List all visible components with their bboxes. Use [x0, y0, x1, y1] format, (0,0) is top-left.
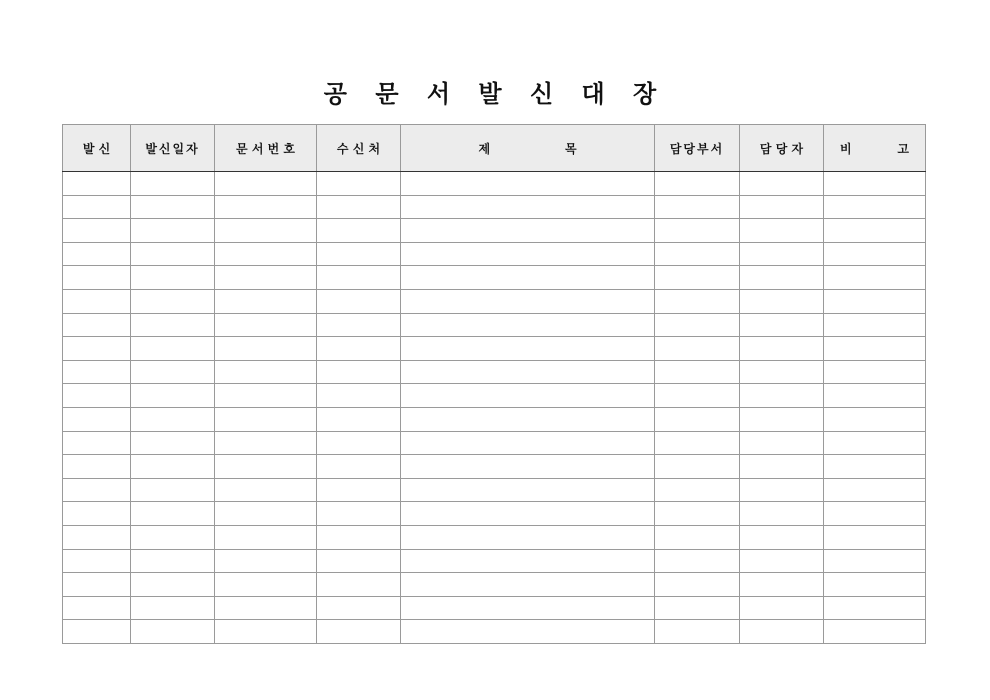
cell-officer[interactable] [740, 195, 824, 219]
cell-sender[interactable] [63, 431, 131, 455]
cell-officer[interactable] [740, 502, 824, 526]
cell-subject[interactable] [401, 266, 655, 290]
cell-send-date[interactable] [131, 525, 215, 549]
cell-remarks[interactable] [824, 313, 926, 337]
cell-document-number[interactable] [215, 573, 317, 597]
cell-recipient[interactable] [317, 596, 401, 620]
header-document-number: 문 서 번 호 [215, 125, 317, 172]
cell-department[interactable] [655, 289, 740, 313]
cell-officer[interactable] [740, 242, 824, 266]
cell-subject[interactable] [401, 289, 655, 313]
cell-send-date[interactable] [131, 573, 215, 597]
cell-recipient[interactable] [317, 455, 401, 479]
table-row [63, 620, 926, 644]
cell-sender[interactable] [63, 360, 131, 384]
cell-department[interactable] [655, 337, 740, 361]
table-row [63, 384, 926, 408]
cell-department[interactable] [655, 242, 740, 266]
cell-send-date[interactable] [131, 455, 215, 479]
cell-subject[interactable] [401, 455, 655, 479]
cell-subject[interactable] [401, 172, 655, 196]
cell-sender[interactable] [63, 313, 131, 337]
cell-officer[interactable] [740, 407, 824, 431]
cell-remarks[interactable] [824, 384, 926, 408]
cell-subject[interactable] [401, 478, 655, 502]
cell-remarks[interactable] [824, 620, 926, 644]
cell-document-number[interactable] [215, 313, 317, 337]
cell-document-number[interactable] [215, 502, 317, 526]
cell-send-date[interactable] [131, 219, 215, 243]
cell-sender[interactable] [63, 407, 131, 431]
cell-recipient[interactable] [317, 195, 401, 219]
cell-recipient[interactable] [317, 407, 401, 431]
cell-sender[interactable] [63, 266, 131, 290]
table-row [63, 219, 926, 243]
cell-remarks[interactable] [824, 360, 926, 384]
table-row [63, 242, 926, 266]
cell-recipient[interactable] [317, 525, 401, 549]
table-row [63, 502, 926, 526]
cell-department[interactable] [655, 455, 740, 479]
cell-department[interactable] [655, 219, 740, 243]
header-row [63, 125, 926, 172]
cell-send-date[interactable] [131, 620, 215, 644]
table-row [63, 195, 926, 219]
cell-sender[interactable] [63, 455, 131, 479]
register-body [63, 172, 926, 644]
header-officer: 담 당 자 [740, 125, 824, 172]
cell-send-date[interactable] [131, 384, 215, 408]
cell-send-date[interactable] [131, 242, 215, 266]
cell-send-date[interactable] [131, 478, 215, 502]
cell-sender[interactable] [63, 502, 131, 526]
header-department: 담당부서 [655, 125, 740, 172]
cell-department[interactable] [655, 384, 740, 408]
cell-sender[interactable] [63, 478, 131, 502]
cell-subject[interactable] [401, 360, 655, 384]
cell-send-date[interactable] [131, 502, 215, 526]
cell-document-number[interactable] [215, 455, 317, 479]
header-subject-part-2: 목 [564, 141, 577, 156]
cell-officer[interactable] [740, 313, 824, 337]
cell-document-number[interactable] [215, 525, 317, 549]
cell-department[interactable] [655, 502, 740, 526]
cell-recipient[interactable] [317, 172, 401, 196]
table-row [63, 573, 926, 597]
cell-remarks[interactable] [824, 502, 926, 526]
cell-recipient[interactable] [317, 289, 401, 313]
cell-recipient[interactable] [317, 431, 401, 455]
table-row [63, 360, 926, 384]
table-row [63, 431, 926, 455]
cell-remarks[interactable] [824, 549, 926, 573]
cell-document-number[interactable] [215, 289, 317, 313]
cell-recipient[interactable] [317, 313, 401, 337]
cell-send-date[interactable] [131, 549, 215, 573]
cell-officer[interactable] [740, 525, 824, 549]
cell-sender[interactable] [63, 525, 131, 549]
cell-sender[interactable] [63, 596, 131, 620]
cell-officer[interactable] [740, 573, 824, 597]
cell-department[interactable] [655, 195, 740, 219]
cell-department[interactable] [655, 549, 740, 573]
cell-recipient[interactable] [317, 337, 401, 361]
cell-document-number[interactable] [215, 478, 317, 502]
table-row [63, 289, 926, 313]
header-subject [401, 125, 655, 172]
cell-recipient[interactable] [317, 502, 401, 526]
cell-sender[interactable] [63, 219, 131, 243]
cell-send-date[interactable] [131, 407, 215, 431]
cell-send-date[interactable] [131, 360, 215, 384]
cell-recipient[interactable] [317, 620, 401, 644]
cell-sender[interactable] [63, 549, 131, 573]
cell-remarks[interactable] [824, 407, 926, 431]
cell-recipient[interactable] [317, 266, 401, 290]
cell-document-number[interactable] [215, 431, 317, 455]
cell-subject[interactable] [401, 195, 655, 219]
cell-officer[interactable] [740, 431, 824, 455]
cell-officer[interactable] [740, 337, 824, 361]
cell-document-number[interactable] [215, 172, 317, 196]
cell-officer[interactable] [740, 360, 824, 384]
cell-subject[interactable] [401, 219, 655, 243]
cell-recipient[interactable] [317, 478, 401, 502]
cell-document-number[interactable] [215, 384, 317, 408]
cell-document-number[interactable] [215, 620, 317, 644]
cell-department[interactable] [655, 360, 740, 384]
cell-sender[interactable] [63, 620, 131, 644]
cell-officer[interactable] [740, 455, 824, 479]
header-sender: 발 신 [63, 125, 131, 172]
cell-remarks[interactable] [824, 242, 926, 266]
header-remarks [824, 125, 926, 172]
cell-subject[interactable] [401, 525, 655, 549]
cell-subject[interactable] [401, 549, 655, 573]
cell-subject[interactable] [401, 384, 655, 408]
cell-sender[interactable] [63, 337, 131, 361]
cell-sender[interactable] [63, 242, 131, 266]
cell-officer[interactable] [740, 596, 824, 620]
cell-remarks[interactable] [824, 219, 926, 243]
cell-send-date[interactable] [131, 313, 215, 337]
cell-department[interactable] [655, 313, 740, 337]
header-recipient: 수 신 처 [317, 125, 401, 172]
cell-document-number[interactable] [215, 219, 317, 243]
cell-recipient[interactable] [317, 573, 401, 597]
cell-document-number[interactable] [215, 242, 317, 266]
cell-officer[interactable] [740, 384, 824, 408]
table-row [63, 313, 926, 337]
cell-subject[interactable] [401, 573, 655, 597]
cell-subject[interactable] [401, 502, 655, 526]
cell-remarks[interactable] [824, 573, 926, 597]
cell-department[interactable] [655, 266, 740, 290]
cell-department[interactable] [655, 525, 740, 549]
cell-department[interactable] [655, 407, 740, 431]
cell-send-date[interactable] [131, 289, 215, 313]
cell-officer[interactable] [740, 478, 824, 502]
cell-sender[interactable] [63, 384, 131, 408]
cell-sender[interactable] [63, 573, 131, 597]
cell-remarks[interactable] [824, 596, 926, 620]
cell-subject[interactable] [401, 596, 655, 620]
cell-recipient[interactable] [317, 219, 401, 243]
table-row [63, 596, 926, 620]
cell-send-date[interactable] [131, 337, 215, 361]
cell-department[interactable] [655, 431, 740, 455]
cell-remarks[interactable] [824, 289, 926, 313]
cell-send-date[interactable] [131, 266, 215, 290]
cell-sender[interactable] [63, 195, 131, 219]
table-row [63, 478, 926, 502]
cell-document-number[interactable] [215, 596, 317, 620]
table-row [63, 337, 926, 361]
cell-department[interactable] [655, 573, 740, 597]
cell-remarks[interactable] [824, 455, 926, 479]
header-subject-part-1: 제 [478, 141, 491, 156]
cell-recipient[interactable] [317, 360, 401, 384]
header-remarks-part-2: 고 [897, 141, 909, 156]
cell-document-number[interactable] [215, 337, 317, 361]
cell-subject[interactable] [401, 620, 655, 644]
page-title: 공 문 서 발 신 대 장 [323, 80, 667, 108]
cell-officer[interactable] [740, 219, 824, 243]
cell-remarks[interactable] [824, 431, 926, 455]
cell-document-number[interactable] [215, 195, 317, 219]
cell-officer[interactable] [740, 172, 824, 196]
cell-recipient[interactable] [317, 384, 401, 408]
table-row [63, 407, 926, 431]
dispatch-register-table [62, 124, 926, 644]
cell-department[interactable] [655, 478, 740, 502]
table-row [63, 549, 926, 573]
cell-document-number[interactable] [215, 407, 317, 431]
cell-send-date[interactable] [131, 431, 215, 455]
cell-remarks[interactable] [824, 337, 926, 361]
cell-remarks[interactable] [824, 525, 926, 549]
header-remarks-part-1: 비 [840, 141, 852, 156]
cell-department[interactable] [655, 172, 740, 196]
cell-sender[interactable] [63, 289, 131, 313]
cell-document-number[interactable] [215, 549, 317, 573]
cell-subject[interactable] [401, 313, 655, 337]
cell-send-date[interactable] [131, 195, 215, 219]
cell-sender[interactable] [63, 172, 131, 196]
cell-send-date[interactable] [131, 172, 215, 196]
cell-send-date[interactable] [131, 596, 215, 620]
cell-document-number[interactable] [215, 266, 317, 290]
cell-recipient[interactable] [317, 242, 401, 266]
cell-document-number[interactable] [215, 360, 317, 384]
cell-officer[interactable] [740, 620, 824, 644]
cell-subject[interactable] [401, 337, 655, 361]
cell-recipient[interactable] [317, 549, 401, 573]
table-row [63, 525, 926, 549]
cell-remarks[interactable] [824, 266, 926, 290]
table-row [63, 455, 926, 479]
cell-remarks[interactable] [824, 195, 926, 219]
cell-remarks[interactable] [824, 478, 926, 502]
cell-officer[interactable] [740, 266, 824, 290]
cell-department[interactable] [655, 596, 740, 620]
header-send-date: 발신일자 [131, 125, 215, 172]
cell-department[interactable] [655, 620, 740, 644]
table-row [63, 172, 926, 196]
cell-officer[interactable] [740, 289, 824, 313]
cell-subject[interactable] [401, 407, 655, 431]
cell-subject[interactable] [401, 431, 655, 455]
cell-subject[interactable] [401, 242, 655, 266]
table-row [63, 266, 926, 290]
cell-officer[interactable] [740, 549, 824, 573]
cell-remarks[interactable] [824, 172, 926, 196]
